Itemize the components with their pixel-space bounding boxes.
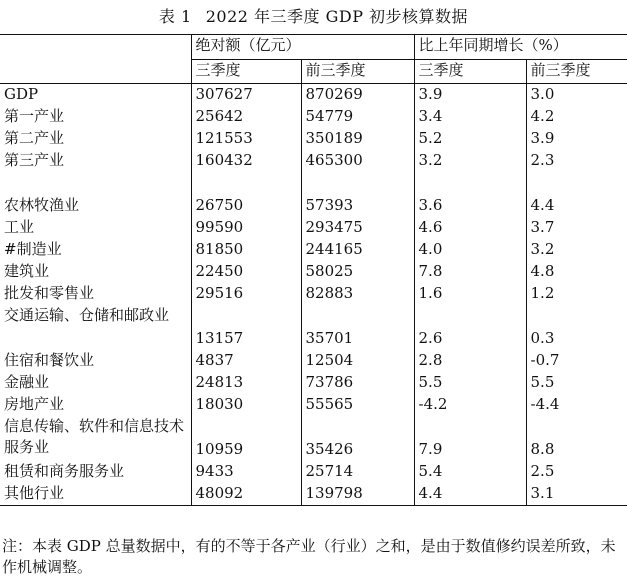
abs-q1-q3-value: 244165: [301, 239, 414, 261]
row-label: 住宿和餐饮业: [4, 351, 95, 369]
abs-q3-value: 121553: [191, 128, 301, 150]
table-row: [0, 461, 627, 483]
growth-q1-q3-value: 3.7: [526, 217, 627, 239]
growth-q3-value: 3.4: [414, 106, 526, 128]
growth-q3-value: 5.2: [414, 128, 526, 150]
growth-q1-q3-value: 8.8: [526, 416, 627, 461]
abs-q3-value: 160432: [191, 150, 301, 172]
header-abs-q1-q3: 前三季度: [301, 60, 414, 84]
abs-q1-q3-value: 35426: [301, 416, 414, 461]
abs-q3-value: 18030: [191, 394, 301, 416]
row-label: #制造业: [4, 240, 62, 258]
spacer-row: [0, 172, 627, 195]
row-label: 批发和零售业: [4, 284, 95, 302]
growth-q1-q3-value: 3.0: [526, 84, 627, 107]
abs-q1-q3-value: 25714: [301, 461, 414, 483]
row-label: 交通运输、仓储和邮政业: [4, 306, 170, 324]
table-row: [0, 150, 627, 172]
header-corner-cell: [0, 35, 191, 60]
abs-q3-value: 99590: [191, 217, 301, 239]
abs-q3-value: 25642: [191, 106, 301, 128]
growth-q3-value: 4.0: [414, 239, 526, 261]
abs-q1-q3-value: 55565: [301, 394, 414, 416]
growth-q1-q3-value: 2.3: [526, 150, 627, 172]
table-row: [0, 128, 627, 150]
header-row-periods: [0, 60, 627, 84]
abs-q3-value: 24813: [191, 372, 301, 394]
abs-q1-q3-value: 35701: [301, 305, 414, 350]
abs-q1-q3-value: 293475: [301, 217, 414, 239]
growth-q1-q3-value: -0.7: [526, 350, 627, 372]
table-row: [0, 350, 627, 372]
header-row-groups: [0, 35, 627, 60]
gdp-table: [0, 34, 627, 506]
row-label: 其他行业: [0, 483, 191, 506]
abs-q3-value: 9433: [191, 461, 301, 483]
table-row: [0, 261, 627, 283]
growth-q3-value: 2.8: [414, 350, 526, 372]
table-row: [0, 106, 627, 128]
header-growth-group: 比上年同期增长（%）: [414, 35, 627, 60]
growth-q3-value: 1.6: [414, 283, 526, 305]
row-label: GDP: [4, 85, 39, 103]
abs-q3-value: 22450: [191, 261, 301, 283]
growth-q1-q3-value: 4.4: [526, 195, 627, 217]
abs-q1-q3-value: 350189: [301, 128, 414, 150]
abs-q3-value: 4837: [191, 350, 301, 372]
abs-q1-q3-value: 870269: [301, 84, 414, 107]
growth-q3-value: -4.2: [414, 394, 526, 416]
growth-q1-q3-value: 5.5: [526, 372, 627, 394]
row-label: 建筑业: [4, 262, 50, 280]
header-absolute-group: 绝对额（亿元）: [191, 35, 414, 60]
abs-q1-q3-value: 12504: [301, 350, 414, 372]
growth-q3-value: 4.4: [414, 483, 526, 506]
table-row: [0, 84, 627, 107]
table-footnote: 注：本表 GDP 总量数据中，有的不等于各产业（行业）之和，是由于数值修约误差所致，未作机械调整。: [2, 537, 616, 576]
table-row: [0, 283, 627, 305]
growth-q1-q3-value: 1.2: [526, 283, 627, 305]
growth-q1-q3-value: 3.9: [526, 128, 627, 150]
abs-q3-value: 48092: [191, 483, 301, 506]
growth-q3-value: 7.9: [414, 416, 526, 461]
row-label: 工业: [4, 218, 35, 236]
abs-q3-value: 13157: [191, 305, 301, 350]
growth-q3-value: 3.9: [414, 84, 526, 107]
growth-q1-q3-value: 0.3: [526, 305, 627, 350]
row-label: 农林牧渔业: [4, 196, 80, 214]
abs-q3-value: 29516: [191, 283, 301, 305]
growth-q1-q3-value: 3.1: [526, 483, 627, 506]
growth-q3-value: 3.6: [414, 195, 526, 217]
abs-q1-q3-value: 73786: [301, 372, 414, 394]
growth-q3-value: 7.8: [414, 261, 526, 283]
header-growth-q3: 三季度: [414, 60, 526, 84]
header-growth-q1-q3: 前三季度: [526, 60, 627, 84]
table-row: [0, 195, 627, 217]
table-title: [0, 4, 627, 27]
abs-q1-q3-value: 82883: [301, 283, 414, 305]
header-abs-q3: 三季度: [191, 60, 301, 84]
growth-q1-q3-value: 4.2: [526, 106, 627, 128]
growth-q3-value: 5.4: [414, 461, 526, 483]
table-row: [0, 217, 627, 239]
row-label: 金融业: [4, 373, 50, 391]
header-corner-cell: [0, 60, 191, 84]
row-label: 第一产业: [4, 107, 65, 125]
row-label: 租赁和商务服务业: [4, 462, 125, 480]
abs-q3-value: 307627: [191, 84, 301, 107]
abs-q3-value: 10959: [191, 416, 301, 461]
row-label: 房地产业: [4, 395, 65, 413]
abs-q3-value: 26750: [191, 195, 301, 217]
table-row: [0, 483, 627, 506]
row-label: 信息传输、软件和信息技术服务业: [4, 417, 185, 456]
growth-q3-value: 2.6: [414, 305, 526, 350]
table-number: 表 1: [158, 7, 192, 26]
growth-q1-q3-value: 4.8: [526, 261, 627, 283]
growth-q3-value: 4.6: [414, 217, 526, 239]
growth-q1-q3-value: -4.4: [526, 394, 627, 416]
row-label: 第三产业: [4, 151, 65, 169]
row-label: 第二产业: [4, 129, 65, 147]
growth-q1-q3-value: 2.5: [526, 461, 627, 483]
growth-q3-value: 3.2: [414, 150, 526, 172]
table-row: [0, 394, 627, 416]
abs-q1-q3-value: 465300: [301, 150, 414, 172]
table-row: [0, 239, 627, 261]
table-row: [0, 305, 627, 350]
abs-q1-q3-value: 57393: [301, 195, 414, 217]
abs-q1-q3-value: 54779: [301, 106, 414, 128]
abs-q3-value: 81850: [191, 239, 301, 261]
table-body-industries: [0, 84, 627, 173]
growth-q1-q3-value: 3.2: [526, 239, 627, 261]
table-body-sectors: [0, 195, 627, 506]
abs-q1-q3-value: 139798: [301, 483, 414, 506]
table-row: [0, 372, 627, 394]
abs-q1-q3-value: 58025: [301, 261, 414, 283]
growth-q3-value: 5.5: [414, 372, 526, 394]
table-row: [0, 416, 627, 461]
table-caption: 2022 年三季度 GDP 初步核算数据: [205, 7, 469, 26]
